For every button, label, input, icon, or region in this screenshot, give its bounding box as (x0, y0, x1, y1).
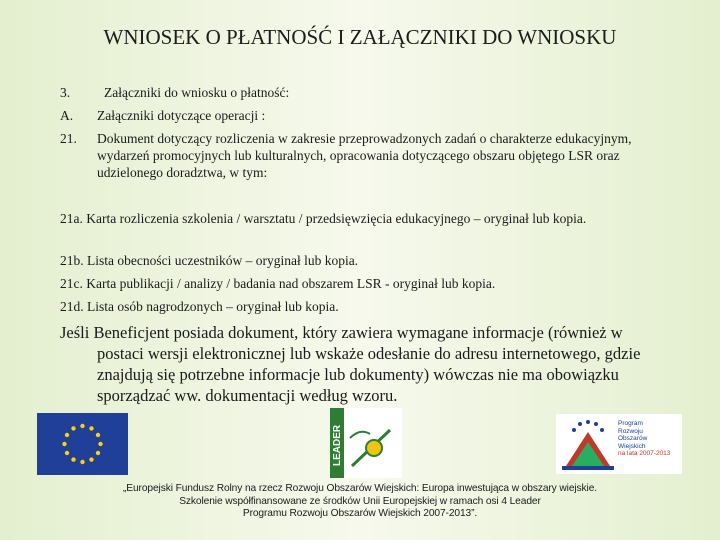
list-item: 21d. Lista osób nagrodzonych – oryginał lub kopia. (60, 299, 339, 314)
footer (60, 483, 660, 521)
list-item: 21a. Karta rozliczenia szkolenia / warsztatu / przedsięwzięcia edukacyjnego – oryginał lub kopia. (60, 211, 587, 226)
list-item: 21c. Karta publikacji / analizy / badania nad obszarem LSR - oryginał lub kopia. (60, 276, 496, 291)
leader-logo (330, 408, 402, 478)
list-item-number: 3. (60, 85, 71, 100)
footer-line: Szkolenie współfinansowane ze środków Unii Europejskiej w ramach osi 4 Leader (179, 495, 541, 507)
note-paragraph: Jeśli Beneficjent posiada dokument, który zawiera wymagane informacje (również w postaci wersji elektronicznej lub wskaże odesłanie do adresu internetowego, gdzie znajdują się potrzebne informacje lub dokumenty) wówczas nie ma obowiązku sporządzać ww. dokumentacji według wzoru. (60, 323, 641, 405)
footer-line: Programu Rozwoju Obszarów Wiejskich 2007-2013”. (242, 508, 478, 519)
prow-text-line: Rozwoju (618, 427, 643, 435)
list-item: 21b. Lista obecności uczestników – oryginał lub kopia. (60, 253, 359, 268)
list-item-number: 21. (60, 131, 77, 146)
prow-text-line: Obszarów (618, 435, 648, 442)
list-item-text: Załączniki dotyczące operacji : (97, 108, 266, 123)
page-title: WNIOSEK O PŁATNOŚĆ I ZAŁĄCZNIKI DO WNIOSKU (103, 25, 617, 49)
svg-text:LEADER: LEADER (332, 424, 343, 466)
prow-text-line: Wiejskich (618, 442, 646, 450)
eu-flag-logo (37, 413, 128, 475)
footer-line: „Europejski Fundusz Rolny na rzecz Rozwoju Obszarów Wiejskich: Europa inwestująca w obszary wiejskie. (123, 483, 597, 494)
list-item-text: Dokument dotyczący rozliczenia w zakresie przeprowadzonych zadań o charakterze edukacyjnym, wydarzeń promocyjnych lub kulturalnych, opracowania dotyczącego obszaru objętego LSR oraz udzielonego doradztwa, w tym: (97, 131, 632, 180)
logo-bar (0, 408, 720, 478)
list-item-text: Załączniki do wniosku o płatność: (104, 85, 290, 100)
prow-text-line: Program (618, 420, 643, 427)
prow-text-line: na lata 2007-2013 (618, 450, 671, 457)
list-item-number: A. (60, 108, 74, 123)
prow-logo (556, 414, 682, 474)
